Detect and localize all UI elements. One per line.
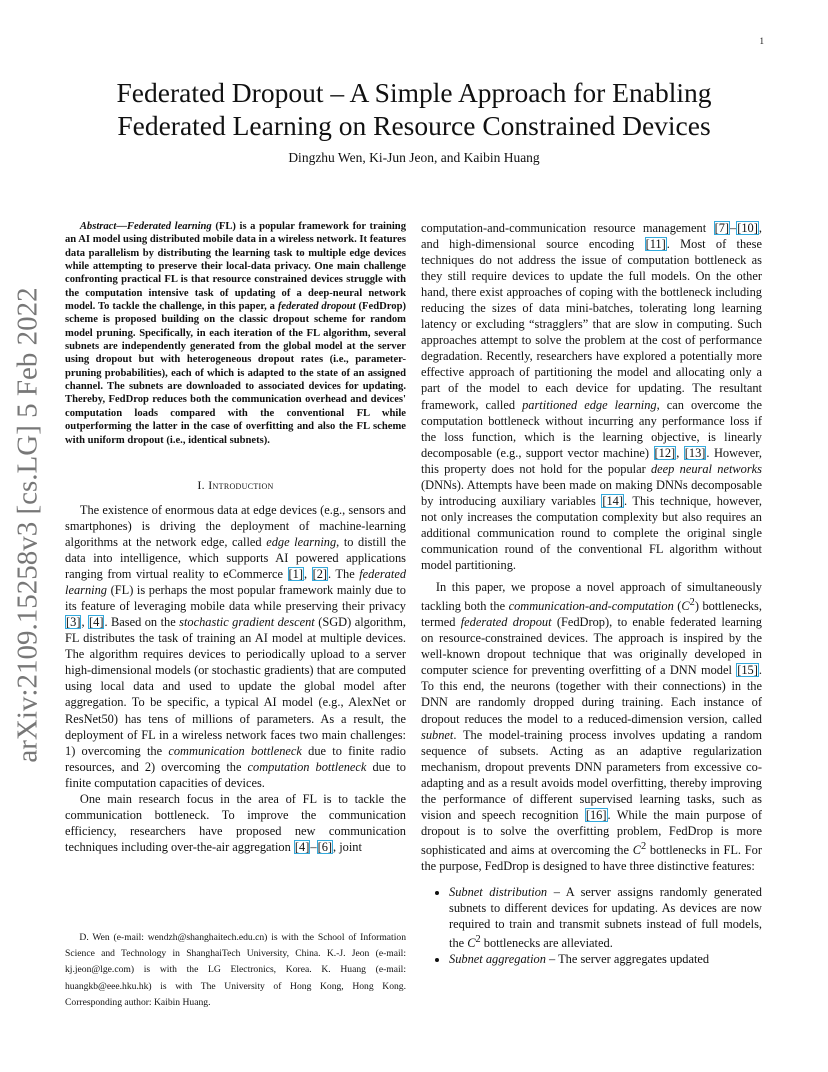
arxiv-side-stamp <box>4 287 52 763</box>
citation-link[interactable]: [1] <box>288 567 303 582</box>
right-column <box>421 220 762 967</box>
title-line-1: Federated Dropout – A Simple Approach for Enabling <box>116 77 712 108</box>
list-item: • Subnet distribution – A server assigns randomly generated subnets to different devices for updating. As devices are now required to train and transmit subnets instead of full models, the $C^2$ bottlenecks are alleviated. <box>449 884 762 951</box>
arxiv-identifier: arXiv:2109.15258v3 [cs.LG] 5 Feb 2022 <box>11 287 44 763</box>
section-heading-introduction: I. Introduction <box>197 477 274 492</box>
citation-link[interactable]: [4] <box>89 615 104 630</box>
intro-paragraph-2: One main research focus in the area of FL is to tackle the communication bottleneck. To improve the communication efficiency, researchers have proposed new communication techniques including over-the-air aggregation [4]–[6], joint <box>65 791 406 854</box>
feature-list <box>421 884 762 967</box>
citation-link[interactable]: [2] <box>312 567 328 582</box>
citation-link[interactable]: [15] <box>737 663 758 678</box>
intro-paragraph-2-continued: computation-and-communication resource management [7]–[10], and high-dimensional source encoding [11]. Most of these techniques do not address the issue of computation bottleneck as they still require devices to update the full models. On the other hand, there exist approaches of coping with the bottleneck including reducing the sizes of data mini-batches, tolerating long learning latency or excluding “stragglers” that are slow in computing. Such approaches attempt to solve the problem at the cost of performance degradation. Recently, researchers have explored a potentially more effective approach of partitioning the model and allocating only a part of the model to each device for updating. The resultant framework, called partitioned edge learning, can overcome the computation bottleneck without incurring any performance loss if the loss function, which is the learning objective, is linearly decomposable (e.g., support vector machine) [12], [13]. However, this property does not hold for the popular deep neural networks (DNNs). Attempts have been made on making DNNs decomposable by introducing auxiliary variables [14]. This technique, however, not only increases the computation complexity but also requires an additional communication round to complete the original single communication round of the conventional FL algorithm without model partitioning. <box>421 221 762 572</box>
citation-link[interactable]: [6] <box>317 839 333 854</box>
citation-link[interactable]: [14] <box>602 493 624 508</box>
title-line-2: Federated Learning on Resource Constrained Devices <box>117 110 711 141</box>
abstract-label: Abstract <box>79 221 117 232</box>
citation-link[interactable]: [11] <box>645 237 666 252</box>
citation-link[interactable]: [7] <box>714 221 730 235</box>
author-list: Dingzhu Wen, Ki-Jun Jeon, and Kaibin Huang <box>288 150 540 165</box>
citation-link[interactable]: [13] <box>684 445 706 460</box>
author-footnote: D. Wen (e-mail: wendzh@shanghaitech.edu.cn) is with the School of Information Science and Technology in ShanghaiTech University, China. K.-J. Jeon (e-mail: kj.jeon@lge.com) is with the LG Electronics, Korea. K. Huang (e-mail: huangkb@eee.hku.hk) is with The University of Hong Kong, Hong Kong. Corresponding author: Kaibin Huang. <box>65 932 406 1008</box>
citation-link[interactable]: [3] <box>66 615 81 630</box>
citation-link[interactable]: [16] <box>585 807 607 822</box>
left-column <box>65 220 406 855</box>
list-item: • Subnet aggregation – The server aggregates updated <box>449 951 762 967</box>
intro-paragraph-3: In this paper, we propose a novel approach of simultaneously tackling both the communication-and-computation $(C^2)$ bottlenecks, termed federated dropout (FedDrop), to enable federated learning on resource-constrained devices. The approach is inspired by the well-known dropout technique that was originally developed in computer science for preventing overfitting of a DNN model [15]. To this end, the neurons (together with their connections) in the DNN are randomly dropped during training. Each instance of dropout reduces the model to a reduced-dimension version, called subnet. The model-training process involves updating a random sequence of subsets. Acting as an adaptive regularization mechanism, dropout prevents DNN parameters from excessive co-adapting and as a result avoids model overfitting, thereby improving the performance of different supervised learning tasks, such as vision and speech recognition [16]. While the main purpose of dropout is to solve the overfitting problem, FedDrop is more sophisticated and aims at overcoming the $C^2$ bottlenecks in FL. For the purpose, FedDrop is designed to have three distinctive features: <box>421 580 763 874</box>
abstract: Abstract—Federated learning (FL) is a popular framework for training an AI model using distributed mobile data in a wireless network. It features data parallelism by distributing the learning task to multiple edge devices while attempting to preserve their local-data privacy. One main challenge confronting practical FL is that resource constrained devices struggle with the computation intensive task of updating of a deep-neural network model. To tackle the challenge, in this paper, a federated dropout (FedDrop) scheme is proposed building on the classic dropout scheme for random model pruning. Specifically, in each iteration of the FL algorithm, several subnets are independently generated from the global model at the server using dropout but with heterogeneous dropout rates (i.e., parameter-pruning probabilities), each of which is adapted to the state of an assigned channel. The subnets are downloaded to associated devices for updating. Thereby, FedDrop reduces both the communication overhead and devices' computation loads compared with the conventional FL while outperforming the latter in the case of overfitting and also the FL scheme with uniform dropout (i.e., identical subnets). <box>65 221 406 446</box>
citation-link[interactable]: [12] <box>654 445 676 460</box>
citation-link[interactable]: [4] <box>294 839 310 854</box>
citation-link[interactable]: [10] <box>737 221 758 235</box>
paper-title <box>60 76 768 142</box>
page-number: 1 <box>759 36 764 46</box>
intro-paragraph-1: The existence of enormous data at edge devices (e.g., sensors and smartphones) is driving the deployment of machine-learning algorithms at the network edge, called edge learning, to distill the data into intelligence, which supports AI powered applications ranging from virtual reality to eCommerce [1], [2]. The federated learning (FL) is perhaps the most popular framework mainly due to its feature of leveraging mobile data while preserving their privacy [3], [4]. Based on the stochastic gradient descent (SGD) algorithm, FL distributes the task of training an AI model at multiple devices. The algorithm requires devices to periodically upload to a server high-dimensional models (or stochastic gradients) that are computed using local data and used to update the global model after aggregation. To be specific, a typical AI model (e.g., AlexNet or ResNet50) has tens of millions of parameters. As a result, the deployment of FL in a wireless network faces two main challenges: 1) overcoming the communication bottleneck due to finite radio resources, and 2) overcoming the computation bottleneck due to finite computation capacities of devices. <box>65 502 407 790</box>
